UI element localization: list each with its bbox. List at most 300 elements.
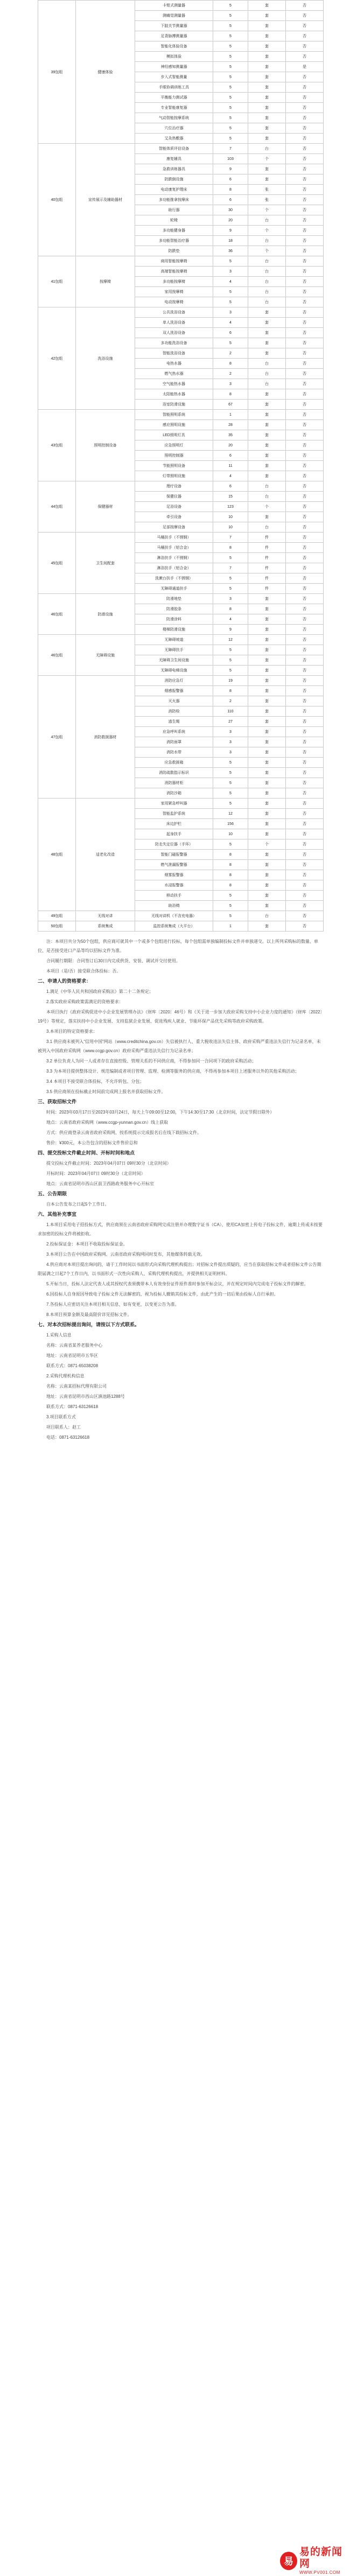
quantity-cell: 5	[213, 82, 248, 93]
unit-cell: 台	[248, 359, 286, 369]
quantity-cell: 3	[213, 267, 248, 277]
import-allowed-cell: 否	[286, 901, 324, 911]
unit-cell: 套	[248, 113, 286, 123]
section-paragraph: 2.落实政府采购政策需满足的资格要求：	[46, 999, 123, 1004]
item-name-cell: 防滑胶条	[135, 604, 213, 614]
import-allowed-cell: 否	[286, 778, 324, 788]
unit-cell: 台	[248, 379, 286, 389]
item-name-cell: 灭火器	[135, 696, 213, 706]
lot-category-cell: 卫生间配套	[76, 533, 135, 594]
quantity-cell: 156	[213, 819, 248, 829]
quantity-cell: 1	[213, 410, 248, 420]
item-name-cell: 神经感知测量器	[135, 62, 213, 72]
item-name-cell: 家用紧急呼叫器	[135, 799, 213, 809]
import-allowed-cell: 否	[286, 82, 324, 93]
intro-paragraph: 注：本项目共分为50个包组，供应商可就其中一个或多个包组进行投标，每个包组需单独编制投标文件并单独递交。以上所列采购标的数量、单位、是否接受进口产品等均以招标文件为准。	[38, 939, 318, 953]
import-allowed-cell: 否	[286, 655, 324, 666]
import-allowed-cell: 否	[286, 758, 324, 768]
unit-cell: 套	[248, 768, 286, 778]
quantity-cell: 18	[213, 236, 248, 246]
unit-cell: 套	[248, 850, 286, 860]
section-heading: 二、申请人的资格要求：	[38, 978, 92, 984]
import-allowed-cell: 否	[286, 645, 324, 655]
item-name-cell: 淋浴扶手（铝合金）	[135, 563, 213, 573]
unit-cell: 套	[248, 655, 286, 666]
unit-cell: 个	[248, 246, 286, 256]
watermark-logo-icon: 易	[280, 2552, 297, 2570]
item-name-cell: 无障碍卫生间设施	[135, 655, 213, 666]
import-allowed-cell: 否	[286, 481, 324, 492]
import-allowed-cell: 否	[286, 246, 324, 256]
import-allowed-cell: 否	[286, 297, 324, 307]
unit-cell: 套	[248, 778, 286, 788]
import-allowed-cell: 否	[286, 676, 324, 686]
quantity-cell: 10	[213, 512, 248, 522]
section-heading: 五、公告期限	[38, 1191, 67, 1196]
section-paragraph: 地点：云南省政府采购网（www.ccgp-yunnan.gov.cn）线上获取	[46, 1120, 169, 1125]
item-name-cell: 足浴设备	[135, 502, 213, 512]
import-allowed-cell: 否	[286, 533, 324, 543]
import-allowed-cell: 否	[286, 164, 324, 174]
section-paragraph: 4.供应商对本项目提出询问的，请于工作时间以书面形式向采购代理机构提出；对招标文件提出质疑的，应当在获取招标文件或者招标文件公告期限届满之日起7个工作日内，以书面形式一次性向采购人、采购代理机构提出，并提供相关证明材料。	[38, 1262, 321, 1276]
unit-cell: 套	[248, 400, 286, 410]
lot-category-cell: 宣传展示及辅助器材	[76, 144, 135, 256]
import-allowed-cell: 否	[286, 696, 324, 706]
item-name-cell: 单人洗浴设备	[135, 318, 213, 328]
item-name-cell: 智能照明系统	[135, 410, 213, 420]
import-allowed-cell: 否	[286, 185, 324, 195]
section-paragraph: 联系方式：0871-65038208	[46, 1363, 99, 1368]
unit-cell: 套	[248, 809, 286, 819]
unit-cell: 件	[248, 553, 286, 563]
import-allowed-cell: 否	[286, 144, 324, 154]
item-name-cell: 防走失定位器（手环）	[135, 839, 213, 850]
unit-cell: 台	[248, 256, 286, 267]
import-allowed-cell: 否	[286, 328, 324, 338]
document-page	[32, 0, 328, 1443]
watermark-url: WWW.PV001.COM	[299, 2570, 340, 2575]
quantity-cell: 8	[213, 185, 248, 195]
unit-cell: 套	[248, 451, 286, 461]
unit-cell: 套	[248, 103, 286, 113]
unit-cell: 套	[248, 829, 286, 839]
import-allowed-cell: 否	[286, 727, 324, 737]
import-allowed-cell: 否	[286, 809, 324, 819]
quantity-cell: 5	[213, 645, 248, 655]
item-name-cell: 太阳能热水器	[135, 389, 213, 400]
announcement-body	[32, 932, 328, 1442]
unit-cell: 件	[248, 573, 286, 584]
item-name-cell: 商用智能按摩椅	[135, 256, 213, 267]
item-name-cell: 平衡能力测试器	[135, 93, 213, 103]
quantity-cell: 5	[213, 134, 248, 144]
unit-cell: 套	[248, 174, 286, 185]
item-name-cell: 无障碍通道扶手	[135, 584, 213, 594]
quantity-cell: 8	[213, 604, 248, 614]
section-paragraph: 1.满足《中华人民共和国政府采购法》第二十二条规定；	[46, 989, 153, 994]
item-name-cell: 卡钳式测量器	[135, 1, 213, 11]
table-row	[38, 635, 324, 645]
quantity-cell: 3	[213, 737, 248, 747]
quantity-cell: 5	[213, 93, 248, 103]
item-name-cell: 楼梯防滑设施	[135, 625, 213, 635]
section-paragraph: 自本公告发布之日起5个工作日。	[46, 1202, 109, 1207]
item-name-cell: 消防疏散指示标识	[135, 768, 213, 778]
import-allowed-cell: 否	[286, 870, 324, 880]
item-name-cell: 消防沙箱	[135, 788, 213, 799]
quantity-cell: 5	[213, 72, 248, 82]
quantity-cell: 6	[213, 195, 248, 205]
unit-cell: 套	[248, 645, 286, 655]
unit-cell: 个	[248, 502, 286, 512]
quantity-cell: 5	[213, 901, 248, 911]
item-name-cell: 消防栓	[135, 706, 213, 717]
import-allowed-cell: 否	[286, 236, 324, 246]
section-paragraph: 3.本项目公告在中国政府采购网、云南省政府采购网同时发布，其他媒体转载无效。	[46, 1252, 205, 1257]
unit-cell: 套	[248, 82, 286, 93]
unit-cell: 台	[248, 481, 286, 492]
item-name-cell: 烟感报警器	[135, 686, 213, 696]
table-row	[38, 921, 324, 932]
quantity-cell: 3	[213, 379, 248, 389]
quantity-cell: 5	[213, 788, 248, 799]
import-allowed-cell: 否	[286, 52, 324, 62]
unit-cell: 套	[248, 348, 286, 359]
item-name-cell: 起身扶手	[135, 829, 213, 839]
item-name-cell: 洗漱台扶手（不锈钢）	[135, 573, 213, 584]
quantity-cell: 30	[213, 205, 248, 215]
watermark-title: 易的新闻网	[299, 2546, 342, 2570]
section-paragraph: 2.投标保证金：本项目不收取投标保证金。	[46, 1242, 128, 1247]
item-name-cell: 手眼协调训练工具	[135, 82, 213, 93]
unit-cell: 套	[248, 164, 286, 174]
import-allowed-cell: 否	[286, 72, 324, 82]
unit-cell: 台	[248, 215, 286, 226]
quantity-cell: 10	[213, 522, 248, 533]
quantity-cell: 5	[213, 103, 248, 113]
import-allowed-cell: 否	[286, 21, 324, 31]
import-allowed-cell: 否	[286, 553, 324, 563]
item-name-cell: 水浸报警器	[135, 880, 213, 891]
quantity-cell: 5	[213, 11, 248, 21]
item-name-cell: 模拟体验	[135, 52, 213, 62]
import-allowed-cell: 否	[286, 174, 324, 185]
quantity-cell: 5	[213, 768, 248, 778]
unit-cell: 套	[248, 512, 286, 522]
unit-cell: 套	[248, 471, 286, 481]
item-name-cell: 多功能按摩椅	[135, 277, 213, 287]
unit-cell: 套	[248, 604, 286, 614]
unit-cell: 台	[248, 911, 286, 921]
item-name-cell: 防滑涂料	[135, 614, 213, 625]
lot-category-cell: 保健器材	[76, 481, 135, 533]
item-name-cell: LED照明灯具	[135, 430, 213, 440]
item-name-cell: 轮椅	[135, 215, 213, 226]
unit-cell: 台	[248, 522, 286, 533]
quantity-cell: 3	[213, 594, 248, 604]
item-name-cell: 燃气热水器	[135, 369, 213, 379]
import-allowed-cell: 否	[286, 11, 324, 21]
quantity-cell: 2	[213, 348, 248, 359]
quantity-cell: 7	[213, 144, 248, 154]
quantity-cell: 5	[213, 799, 248, 809]
section-paragraph: 3.4 本项目不接受联合体投标，不允许转包、分包；	[46, 1079, 144, 1084]
lot-number-cell: 44包组	[38, 481, 76, 533]
quantity-cell: 8	[213, 389, 248, 400]
import-allowed-cell: 否	[286, 195, 324, 205]
import-allowed-cell: 否	[286, 573, 324, 584]
lot-category-cell: 按摩椅	[76, 256, 135, 307]
unit-cell: 套	[248, 123, 286, 134]
unit-cell: 套	[248, 328, 286, 338]
quantity-cell: 15	[213, 492, 248, 502]
section-heading: 六、其他补充事宜	[38, 1212, 77, 1217]
unit-cell: 套	[248, 307, 286, 318]
import-allowed-cell: 否	[286, 113, 324, 123]
table-row	[38, 799, 324, 809]
unit-cell: 套	[248, 11, 286, 21]
import-allowed-cell: 否	[286, 359, 324, 369]
item-name-cell: 公共洗浴设备	[135, 307, 213, 318]
section-paragraph: 电话：0871-63126618	[46, 1435, 90, 1440]
item-name-cell: 消防器材柜	[135, 778, 213, 788]
import-allowed-cell: 否	[286, 41, 324, 52]
unit-cell: 套	[248, 389, 286, 400]
import-allowed-cell: 否	[286, 205, 324, 215]
item-name-cell: 多功能推拿按摩床	[135, 195, 213, 205]
item-name-cell: 多功能洗浴设备	[135, 338, 213, 348]
intro-paragraph: 合同履行期限：合同签订后30日内完成供货、安装、调试并交付使用。	[46, 958, 180, 963]
quantity-cell: 8	[213, 359, 248, 369]
item-name-cell: 双人洗浴设备	[135, 328, 213, 338]
unit-cell: 套	[248, 696, 286, 706]
unit-cell: 套	[248, 430, 286, 440]
section-paragraph: 8.本项目预算金额及最高限价详见招标文件。	[46, 1312, 132, 1317]
section-paragraph: 3.3 为本项目提供整体设计、规范编制或者项目管理、监理、检测等服务的供应商，不得再参加本项目上述服务以外的其他采购活动；	[46, 1069, 299, 1074]
unit-cell: 台	[248, 369, 286, 379]
item-name-cell: 烟雾报警器	[135, 870, 213, 880]
table-row	[38, 481, 324, 492]
unit-cell: 套	[248, 686, 286, 696]
item-name-cell: 灯带照明设施	[135, 471, 213, 481]
unit-cell: 套	[248, 625, 286, 635]
unit-cell: 套	[248, 338, 286, 348]
unit-cell: 台	[248, 236, 286, 246]
unit-cell: 套	[248, 666, 286, 676]
import-allowed-cell: 否	[286, 277, 324, 287]
lot-number-cell: 47包组	[38, 676, 76, 799]
item-name-cell: 防滑地垫	[135, 594, 213, 604]
import-allowed-cell: 否	[286, 348, 324, 359]
section-paragraph: 3.1 供应商未被列入“信用中国”网站（www.creditchina.gov.cn）失信被执行人、重大税收违法失信主体、政府采购严重违法失信行为记录名单，未被列入中国政府采购网（www.ccgp.gov.cn）政府采购严重违法失信行为记录名单；	[38, 1039, 321, 1053]
unit-cell: 台	[248, 492, 286, 502]
quantity-cell: 20	[213, 440, 248, 451]
unit-cell: 套	[248, 1, 286, 11]
quantity-cell: 103	[213, 154, 248, 164]
section-paragraph: 项目联系人：赵工	[46, 1425, 81, 1430]
section-paragraph: 地址：云南省昆明市五华区	[46, 1353, 98, 1358]
unit-cell: 台	[248, 297, 286, 307]
section-paragraph: 本项目执行《政府采购促进中小企业发展管理办法》（财库〔2020〕46号）和《关于进一步加大政府采购支持中小企业力度的通知》（财库〔2022〕19号）等规定，落实扶持中小企业发展、支持监狱企业发展、促进残疾人就业、节能环保产品优先采购等政府采购政策。	[38, 1010, 323, 1024]
item-name-cell: 防跌垫	[135, 246, 213, 256]
table-row	[38, 533, 324, 543]
unit-cell: 套	[248, 318, 286, 328]
lot-category-cell: 防滑设施	[76, 594, 135, 635]
site-watermark	[280, 2546, 350, 2575]
item-name-cell: 马桶扶手（铝合金）	[135, 543, 213, 553]
quantity-cell: 5	[213, 891, 248, 901]
item-name-cell: 智能监护系统	[135, 809, 213, 819]
unit-cell: 套	[248, 420, 286, 430]
quantity-cell: 5	[213, 62, 248, 72]
lot-number-cell: 42包组	[38, 307, 76, 410]
lot-category-cell: 洗浴设施	[76, 307, 135, 410]
quantity-cell: 5	[213, 113, 248, 123]
item-name-cell: 急救训练器具	[135, 164, 213, 174]
import-allowed-cell: 否	[286, 625, 324, 635]
import-allowed-cell: 否	[286, 93, 324, 103]
quantity-cell: 5	[213, 758, 248, 768]
unit-cell: 套	[248, 901, 286, 911]
import-allowed-cell: 是	[286, 62, 324, 72]
import-allowed-cell: 否	[286, 318, 324, 328]
unit-cell: 个	[248, 226, 286, 236]
section-paragraph: 地点：云南省昆明市西山区前卫西路政务服务中心开标室	[46, 1181, 154, 1186]
import-allowed-cell: 否	[286, 420, 324, 430]
quantity-cell: 3	[213, 747, 248, 758]
quantity-cell: 5	[213, 41, 248, 52]
import-allowed-cell: 否	[286, 338, 324, 348]
lot-number-cell: 46包组	[38, 635, 76, 676]
section-paragraph: 2.采购代理机构信息	[46, 1374, 85, 1378]
item-name-cell: 移动扶手	[135, 891, 213, 901]
import-allowed-cell: 否	[286, 891, 324, 901]
table-row	[38, 307, 324, 318]
import-allowed-cell: 否	[286, 440, 324, 451]
section-paragraph: 3.项目联系方式	[46, 1415, 76, 1419]
quantity-cell: 36	[213, 246, 248, 256]
import-allowed-cell: 否	[286, 379, 324, 389]
item-name-cell: 照明控制器	[135, 451, 213, 461]
item-name-cell: 消防应急灯	[135, 676, 213, 686]
item-name-cell: 测痛觉测量器	[135, 11, 213, 21]
import-allowed-cell: 否	[286, 747, 324, 758]
quantity-cell: 6	[213, 451, 248, 461]
section-heading: 七、对本次招标提出询问，请按以下方式联系。	[38, 1322, 140, 1327]
item-name-cell: 智能化体验设备	[135, 41, 213, 52]
quantity-cell: 5	[213, 911, 248, 921]
unit-cell: 套	[248, 134, 286, 144]
unit-cell: 个	[248, 839, 286, 850]
quantity-cell: 4	[213, 614, 248, 625]
quantity-cell: 20	[213, 215, 248, 226]
lot-category-cell: 照明控制设备	[76, 410, 135, 481]
item-name-cell: 马桶扶手（不锈钢）	[135, 533, 213, 543]
unit-cell: 件	[248, 563, 286, 573]
quantity-cell: 9	[213, 164, 248, 174]
import-allowed-cell: 否	[286, 850, 324, 860]
quantity-cell: 12	[213, 635, 248, 645]
unit-cell: 台	[248, 287, 286, 297]
quantity-cell: 9	[213, 625, 248, 635]
unit-cell: 套	[248, 880, 286, 891]
section-paragraph: 3.本项目的特定资格要求：	[46, 1029, 97, 1034]
quantity-cell: 5	[213, 21, 248, 31]
unit-cell: 套	[248, 440, 286, 451]
lot-category-cell: 无线对讲	[76, 911, 135, 921]
item-name-cell: 助行器	[135, 205, 213, 215]
unit-cell: 个	[248, 205, 286, 215]
section-paragraph: 提交投标文件截止时间：2023年04月07日 09时30分（北京时间）	[46, 1161, 171, 1166]
section-paragraph: 1.采购人信息	[46, 1333, 72, 1338]
quantity-cell: 4	[213, 471, 248, 481]
item-name-cell: 空气能热水器	[135, 379, 213, 389]
import-allowed-cell: 否	[286, 410, 324, 420]
import-allowed-cell: 否	[286, 215, 324, 226]
import-allowed-cell: 否	[286, 502, 324, 512]
procurement-table	[38, 0, 324, 932]
unit-cell: 套	[248, 891, 286, 901]
unit-cell: 套	[248, 21, 286, 31]
import-allowed-cell: 否	[286, 799, 324, 809]
item-name-cell: 牵引设备	[135, 512, 213, 522]
item-name-cell: 消防水带	[135, 747, 213, 758]
item-name-cell: 家用按摩椅	[135, 287, 213, 297]
quantity-cell: 123	[213, 502, 248, 512]
quantity-cell: 8	[213, 860, 248, 870]
quantity-cell: 5	[213, 256, 248, 267]
unit-cell: 套	[248, 410, 286, 420]
import-allowed-cell: 否	[286, 267, 324, 277]
table-row	[38, 410, 324, 420]
quantity-cell: 4	[213, 318, 248, 328]
quantity-cell: 5	[213, 123, 248, 134]
section-paragraph: 5.开标当日，投标人法定代表人或其授权代表须携带本人有效身份证件原件准时参加开标会议，并在规定时间内完成电子投标文件的解密。	[46, 1282, 309, 1286]
import-allowed-cell: 否	[286, 461, 324, 471]
quantity-cell: 6	[213, 174, 248, 185]
import-allowed-cell: 否	[286, 451, 324, 461]
lot-category-cell: 适老化改造	[76, 799, 135, 911]
unit-cell: 套	[248, 819, 286, 829]
unit-cell: 套	[248, 41, 286, 52]
import-allowed-cell: 否	[286, 768, 324, 778]
quantity-cell: 7	[213, 563, 248, 573]
import-allowed-cell: 否	[286, 717, 324, 727]
import-allowed-cell: 否	[286, 123, 324, 134]
item-name-cell: 燃气泄漏报警器	[135, 860, 213, 870]
item-name-cell: 足背脉搏测量器	[135, 31, 213, 41]
lot-number-cell: 40包组	[38, 144, 76, 256]
import-allowed-cell: 否	[286, 839, 324, 850]
import-allowed-cell: 否	[286, 921, 324, 932]
import-allowed-cell: 否	[286, 788, 324, 799]
item-name-cell: 床边护栏	[135, 819, 213, 829]
item-name-cell: 下肢关节测量器	[135, 21, 213, 31]
import-allowed-cell: 否	[286, 635, 324, 645]
section-paragraph: 时间：2023年03月17日至2023年03月24日，每天上午09:00至12:00，下午14:30至17:30（北京时间，法定节假日除外）	[46, 1110, 275, 1115]
section-paragraph: 售价：¥300元，本公告包含的招标文件售价总和	[46, 1140, 138, 1145]
quantity-cell: 8	[213, 870, 248, 880]
item-name-cell: 高端智能按摩椅	[135, 267, 213, 277]
unit-cell: 套	[248, 594, 286, 604]
quantity-cell: 5	[213, 52, 248, 62]
item-name-cell: 浴室防滑设施	[135, 400, 213, 410]
item-name-cell: 逃生绳	[135, 717, 213, 727]
item-name-cell: 无障碍电梯设施	[135, 666, 213, 676]
table-row	[38, 144, 324, 154]
quantity-cell: 5	[213, 338, 248, 348]
unit-cell: 套	[248, 676, 286, 686]
